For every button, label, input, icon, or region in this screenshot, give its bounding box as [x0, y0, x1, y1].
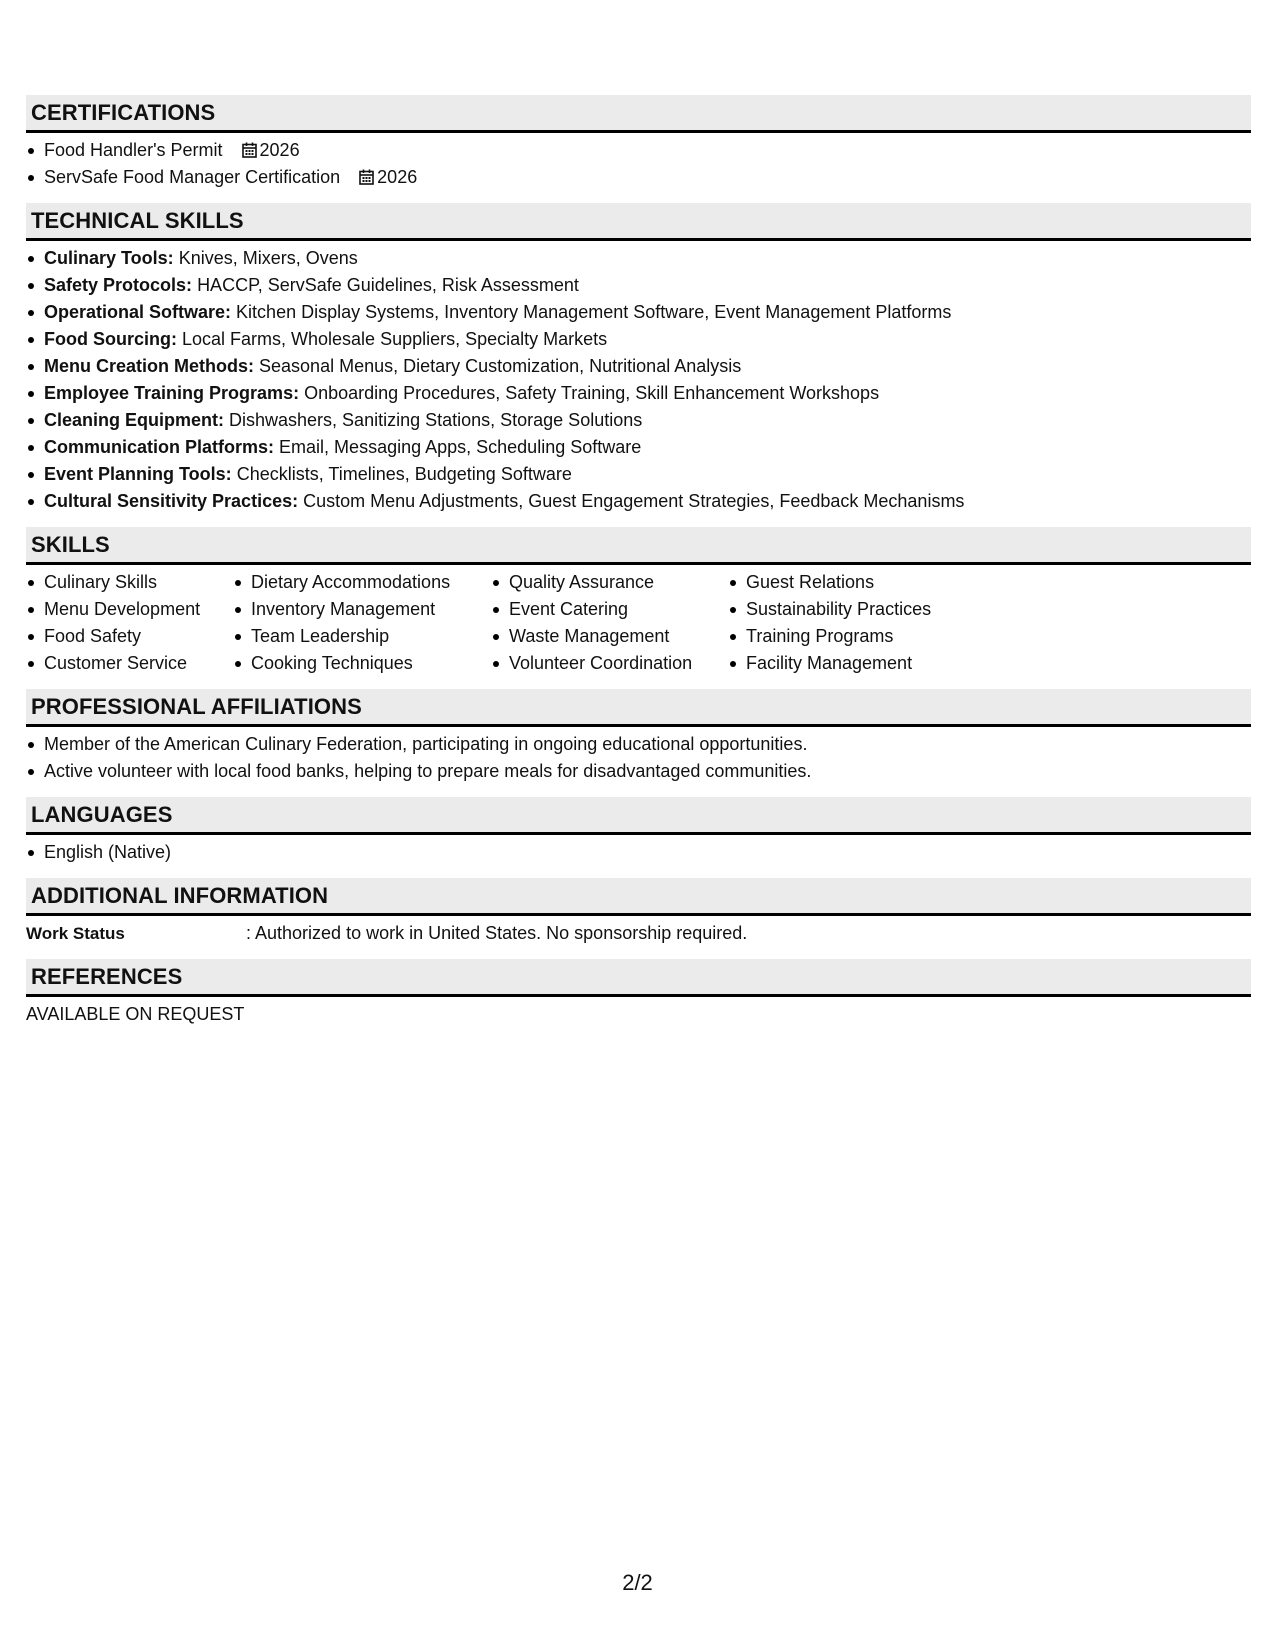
list-item [26, 272, 1251, 299]
list-item: Cooking Techniques [233, 650, 491, 677]
list-item: Team Leadership [233, 623, 491, 650]
skill-category: Operational Software: [44, 302, 232, 322]
certification-name: ServSafe Food Manager Certification [44, 167, 341, 187]
section-heading: ADDITIONAL INFORMATION [26, 878, 1251, 916]
calendar-icon [242, 139, 257, 166]
references-text: AVAILABLE ON REQUEST [26, 1004, 245, 1024]
list-item: Customer Service [26, 650, 233, 677]
skill-category: Culinary Tools: [44, 248, 174, 268]
skill-values: Kitchen Display Systems, Inventory Management Software, Event Management Platforms [236, 302, 952, 322]
skill-values: Custom Menu Adjustments, Guest Engagement Strategies, Feedback Mechanisms [303, 491, 965, 511]
work-status-row [26, 920, 1251, 947]
list-item [26, 380, 1251, 407]
list-item: English (Native) [26, 839, 1251, 866]
skill-values: Checklists, Timelines, Budgeting Software [236, 464, 572, 484]
skills-column [233, 569, 491, 677]
additional-info-section [26, 878, 1251, 959]
skill-category: Food Sourcing: [44, 329, 177, 349]
work-status-value: : Authorized to work in United States. No sponsorship required. [246, 923, 748, 943]
affiliations-list [26, 731, 1251, 785]
skill-values: Email, Messaging Apps, Scheduling Software [279, 437, 642, 457]
list-item: Sustainability Practices [728, 596, 1028, 623]
skill-category: Event Planning Tools: [44, 464, 232, 484]
skill-category: Employee Training Programs: [44, 383, 300, 403]
skill-values: Dishwashers, Sanitizing Stations, Storage Solutions [229, 410, 643, 430]
skill-values: HACCP, ServSafe Guidelines, Risk Assessment [197, 275, 579, 295]
section-heading: LANGUAGES [26, 797, 1251, 835]
list-item: Training Programs [728, 623, 1028, 650]
certifications-section [26, 95, 1251, 203]
list-item: Culinary Skills [26, 569, 233, 596]
list-item: Quality Assurance [491, 569, 728, 596]
skill-category: Cultural Sensitivity Practices: [44, 491, 299, 511]
skills-column [728, 569, 1028, 677]
languages-list [26, 839, 1251, 866]
languages-section [26, 797, 1251, 878]
list-item [26, 245, 1251, 272]
skill-values: Local Farms, Wholesale Suppliers, Specialty Markets [182, 329, 608, 349]
skill-values: Onboarding Procedures, Safety Training, Skill Enhancement Workshops [304, 383, 880, 403]
list-item [26, 299, 1251, 326]
section-heading: SKILLS [26, 527, 1251, 565]
list-item: Food Safety [26, 623, 233, 650]
list-item: Member of the American Culinary Federation, participating in ongoing educational opportunities. [26, 731, 1251, 758]
list-item: Menu Development [26, 596, 233, 623]
skill-values: Seasonal Menus, Dietary Customization, Nutritional Analysis [259, 356, 742, 376]
list-item [26, 353, 1251, 380]
references-section [26, 959, 1251, 1040]
section-heading: PROFESSIONAL AFFILIATIONS [26, 689, 1251, 727]
list-item: Volunteer Coordination [491, 650, 728, 677]
certification-year: 2026 [377, 167, 418, 187]
certification-year: 2026 [259, 140, 300, 160]
list-item [26, 164, 1251, 191]
list-item [26, 461, 1251, 488]
skill-category: Safety Protocols: [44, 275, 193, 295]
skill-category: Menu Creation Methods: [44, 356, 254, 376]
section-heading: TECHNICAL SKILLS [26, 203, 1251, 241]
list-item: Inventory Management [233, 596, 491, 623]
skill-category: Communication Platforms: [44, 437, 275, 457]
skills-section [26, 527, 1251, 689]
list-item: Facility Management [728, 650, 1028, 677]
affiliations-section [26, 689, 1251, 797]
resume-page [26, 95, 1251, 1040]
skill-category: Cleaning Equipment: [44, 410, 224, 430]
list-item: Guest Relations [728, 569, 1028, 596]
technical-skills-section [26, 203, 1251, 527]
certification-name: Food Handler's Permit [44, 140, 223, 160]
skill-values: Knives, Mixers, Ovens [178, 248, 358, 268]
list-item [26, 434, 1251, 461]
list-item: Waste Management [491, 623, 728, 650]
list-item [26, 407, 1251, 434]
section-heading: REFERENCES [26, 959, 1251, 997]
list-item: Active volunteer with local food banks, helping to prepare meals for disadvantaged communities. [26, 758, 1251, 785]
list-item: Dietary Accommodations [233, 569, 491, 596]
page-number: 2/2 [622, 1570, 653, 1595]
skills-column [491, 569, 728, 677]
skills-column [26, 569, 233, 677]
calendar-icon [359, 166, 374, 193]
list-item [26, 137, 1251, 164]
list-item: Event Catering [491, 596, 728, 623]
work-status-label: Work Status [26, 924, 125, 943]
list-item [26, 326, 1251, 353]
section-heading: CERTIFICATIONS [26, 95, 1251, 133]
list-item [26, 488, 1251, 515]
skills-grid [26, 565, 1251, 689]
certifications-list [26, 137, 1251, 191]
technical-skills-list [26, 245, 1251, 515]
